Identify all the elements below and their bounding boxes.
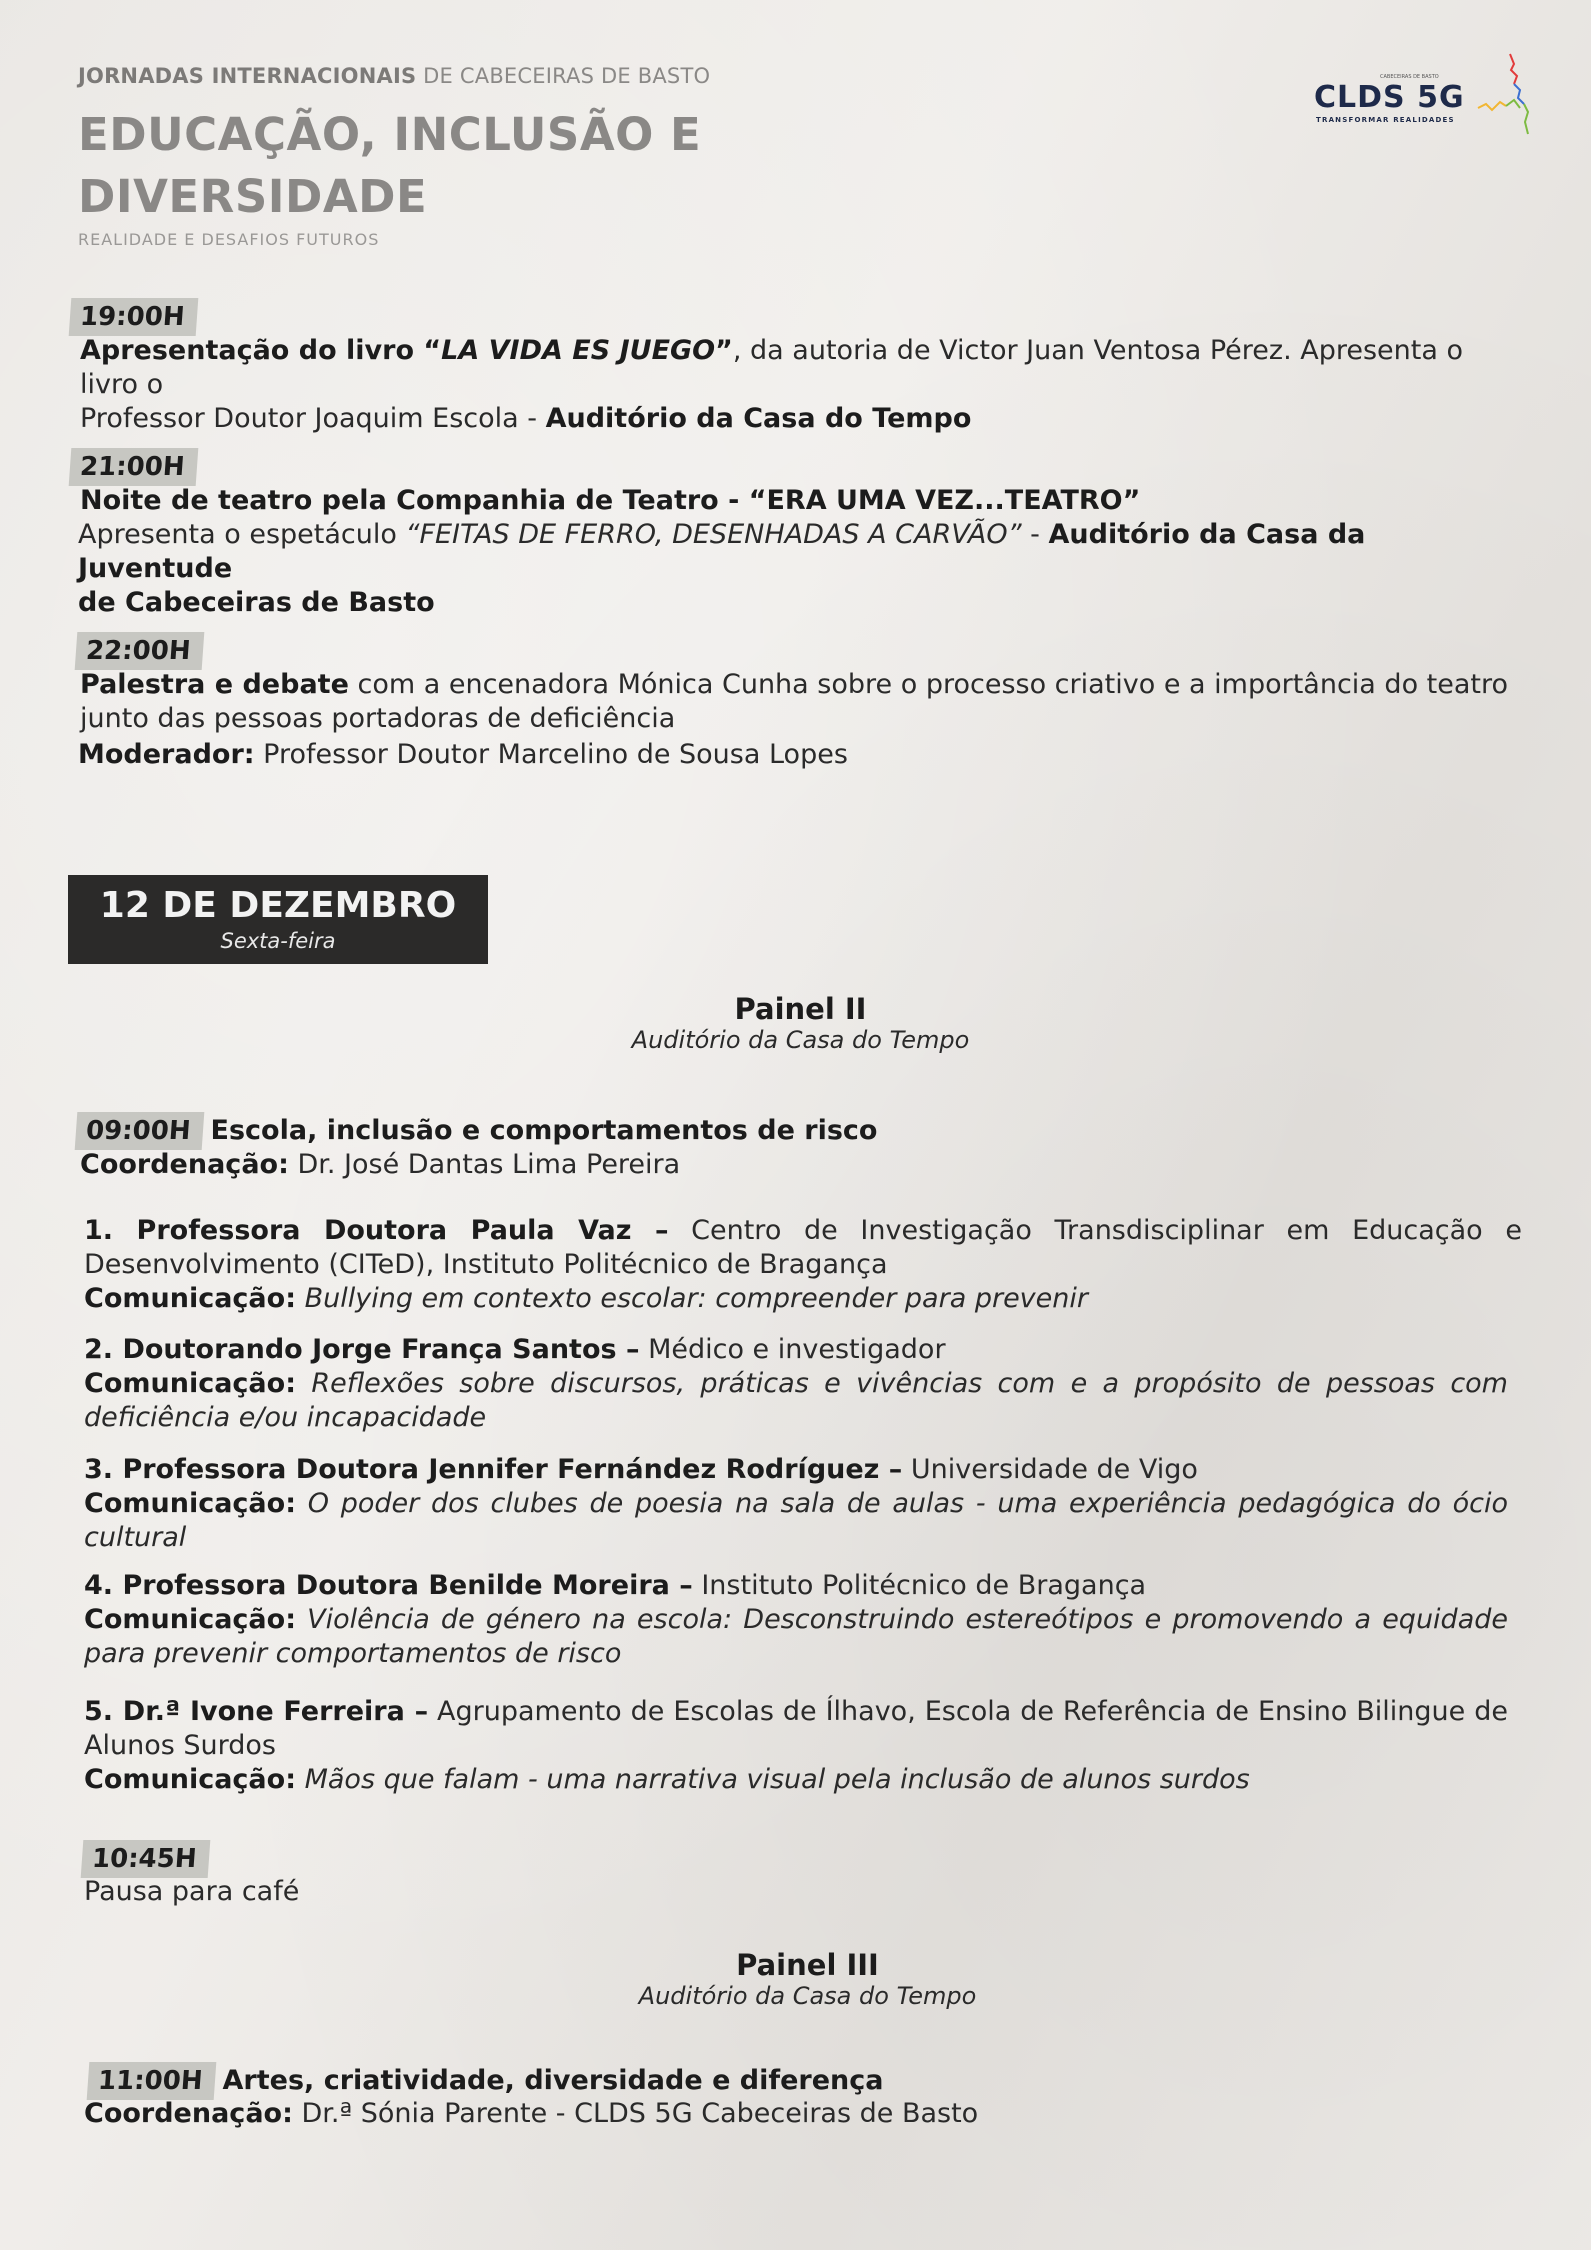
time-label: 19:00H [69,298,198,336]
speaker-1 [84,1214,1522,1248]
theatre-venue: Auditório da Casa da Juventude [78,519,1366,584]
comm-label: Comunicação: [84,1764,296,1795]
time-label: 21:00H [69,448,198,486]
speaker-4 [84,1569,1508,1671]
page-title [78,104,778,228]
event-theatre-night [80,484,1520,518]
theatre-title: Noite de teatro pela Companhia de Teatro - “ERA UMA VEZ...TEATRO” [80,485,1141,516]
speaker-affiliation: Universidade de Vigo [902,1454,1198,1485]
comm-title: Bullying em contexto escolar: compreender para prevenir [296,1283,1088,1314]
speaker-name: 1. Professora Doutora Paula Vaz – [84,1215,669,1246]
panel3-coordination [84,2097,978,2131]
session-title: Escola, inclusão e comportamentos de risco [210,1115,878,1146]
speaker-affiliation: Médico e investigador [639,1334,946,1365]
comm-label: Comunicação: [84,1283,296,1314]
time-tag-2200 [76,632,203,670]
book-venue: Auditório da Casa do Tempo [545,403,972,434]
speaker-1-cont [84,1248,1522,1316]
coord-name: Dr. José Dantas Lima Pereira [288,1149,681,1180]
weekday-text: Sexta-feira [220,929,336,953]
page-subtitle: REALIDADE E DESAFIOS FUTUROS [78,230,380,249]
comm-label: Comunicação: [84,1368,296,1399]
page-title-line2: DIVERSIDADE [78,170,428,223]
speaker-name: 4. Professora Doutora Benilde Moreira – [84,1570,693,1601]
time-label: 10:45H [81,1840,210,1878]
panel-title: Painel III [736,1948,879,1982]
speaker-5 [84,1695,1508,1797]
time-tag-2100 [70,448,197,486]
book-quote-close: ” [715,335,733,366]
coffee-break: Pausa para café [84,1876,300,1907]
theatre-venue-cont: de Cabeceiras de Basto [78,587,435,618]
book-title: LA VIDA ES JUEGO [441,335,716,366]
clds-logo [1310,50,1540,140]
event-theatre-details [78,518,1518,620]
comm-title: O poder dos clubes de poesia na sala de aulas - uma experiência pedagógica do ócio cultural [84,1488,1508,1553]
event-name [78,64,710,88]
time-label: 22:00H [75,632,204,670]
page-title-line1: EDUCAÇÃO, INCLUSÃO E [78,108,702,161]
theatre-presents: Apresenta o espetáculo [78,519,406,550]
lecture-desc: com a encenadora Mónica Cunha sobre o processo criativo e a importância do teatro [348,669,1509,700]
panel2-header [0,992,1591,1054]
logo-top-text: CABECEIRAS DE BASTO [1380,74,1439,80]
event-line [80,402,1520,436]
time-label: 11:00H [87,2062,216,2100]
comm-title: Mãos que falam - uma narrativa visual pela inclusão de alunos surdos [296,1764,1250,1795]
speaker-name: 3. Professora Doutora Jennifer Fernández Rodríguez – [84,1454,903,1485]
comm-title: Reflexões sobre discursos, práticas e vivências com e a propósito de pessoas com deficiência e/ou incapacidade [84,1368,1508,1433]
time-tag-1045 [82,1840,209,1878]
coord-name: Dr.ª Sónia Parente - CLDS 5G Cabeceiras de Basto [292,2098,979,2129]
event-name-bold: JORNADAS INTERNACIONAIS [78,64,417,88]
comm-title: Violência de género na escola: Desconstruindo estereótipos e promovendo a equidade para prevenir comportamentos de risco [84,1604,1508,1669]
lecture-label: Palestra e debate [80,669,349,700]
panel3-session [88,2062,884,2100]
logo-map-icon [1470,50,1540,140]
panel-title: Painel II [734,992,867,1026]
speaker-3 [84,1453,1508,1555]
event-line [80,334,1520,402]
coord-label: Coordenação: [84,2098,293,2129]
panel3-header [0,1948,1591,2010]
time-tag-1900 [70,298,197,336]
event-name-rest: DE CABECEIRAS DE BASTO [416,64,711,88]
speaker-name: 5. Dr.ª Ivone Ferreira – [84,1696,429,1727]
date-banner [68,875,488,964]
coord-label: Coordenação: [80,1149,289,1180]
session-title: Artes, criatividade, diversidade e diferença [222,2065,884,2096]
comm-label: Comunicação: [84,1604,296,1635]
panel2-session [76,1112,877,1150]
speaker-affiliation: Centro de Investigação Transdisciplinar em Educação e [668,1215,1522,1246]
speaker-name: 2. Doutorando Jorge França Santos – [84,1334,640,1365]
logo-bottom-text: TRANSFORMAR REALIDADES [1316,116,1455,124]
speaker-2 [84,1333,1508,1435]
separator: - [1021,519,1049,550]
comm-label: Comunicação: [84,1488,296,1519]
date-text: 12 DE DEZEMBRO [99,885,457,926]
event-book-presentation [80,334,1520,436]
book-presenter: Professor Doutor Joaquim Escola - [80,403,546,434]
book-author: , da autoria de Victor Juan Ventosa Pérez. Apresenta o livro o [80,335,1463,400]
show-title: “FEITAS DE FERRO, DESENHADAS A CARVÃO” [405,519,1022,550]
moderator [78,738,1518,772]
speaker-affiliation: Instituto Politécnico de Bragança [692,1570,1147,1601]
lecture-desc-cont: junto das pessoas portadoras de deficiência [80,703,676,734]
moderator-label: Moderador: [78,739,255,770]
event-lecture-debate [80,668,1520,736]
panel-venue: Auditório da Casa do Tempo [638,1982,977,2010]
speaker-affiliation: Agrupamento de Escolas de Ílhavo, Escola de Referência de Ensino Bilingue de Alunos Surdos [84,1696,1508,1761]
panel-venue: Auditório da Casa do Tempo [631,1026,970,1054]
panel2-coordination [80,1148,680,1182]
logo-main-text: CLDS 5G [1314,80,1465,115]
moderator-name: Professor Doutor Marcelino de Sousa Lopes [254,739,848,770]
time-label: 09:00H [75,1112,204,1150]
speaker-affiliation-cont: Desenvolvimento (CITeD), Instituto Politécnico de Bragança [84,1249,888,1280]
book-label: Apresentação do livro “ [80,335,442,366]
